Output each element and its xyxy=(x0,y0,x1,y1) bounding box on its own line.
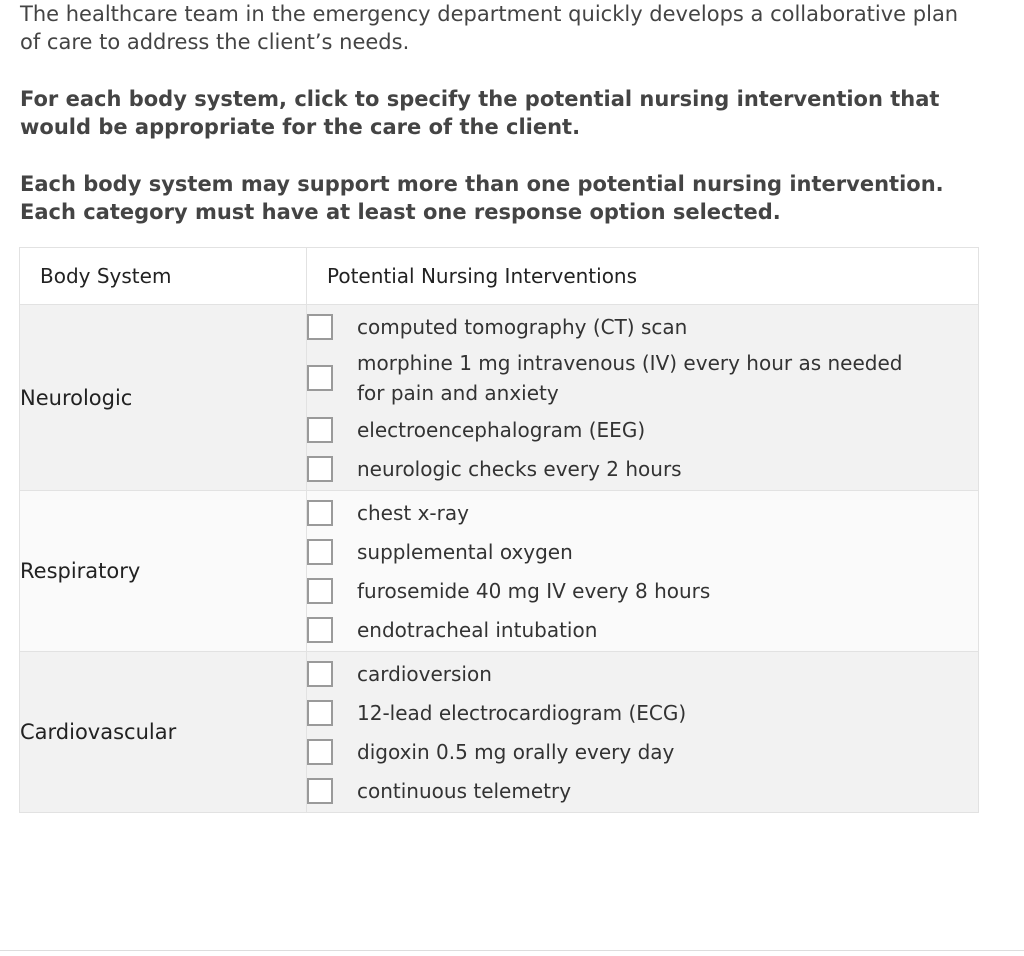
intervention-matrix xyxy=(19,247,979,813)
option-item[interactable] xyxy=(307,573,978,608)
option-item[interactable] xyxy=(307,734,978,769)
checkbox[interactable] xyxy=(307,700,333,726)
table-row-cardiovascular xyxy=(20,652,979,813)
option-label[interactable]: supplemental oxygen xyxy=(357,539,573,564)
option-item[interactable] xyxy=(307,773,978,808)
option-group xyxy=(307,305,979,491)
checkbox[interactable] xyxy=(307,365,333,391)
option-label[interactable]: furosemide 40 mg IV every 8 hours xyxy=(357,578,711,603)
table-row-neurologic xyxy=(20,305,979,491)
option-label[interactable]: chest x-ray xyxy=(357,500,469,525)
scenario-text: The healthcare team in the emergency department quickly develops a collaborative plan of care to address the client’s needs. xyxy=(20,2,959,54)
option-item[interactable] xyxy=(307,412,978,447)
checkbox[interactable] xyxy=(307,617,333,643)
option-label[interactable]: morphine 1 mg intravenous (IV) every hour as needed for pain and anxiety xyxy=(357,351,903,405)
instruction-text: For each body system, click to specify the potential nursing intervention that would be appropriate for the care of the client. xyxy=(20,87,940,139)
checkbox[interactable] xyxy=(307,739,333,765)
option-label[interactable]: cardioversion xyxy=(357,661,492,686)
option-item[interactable] xyxy=(307,656,978,691)
option-label[interactable]: computed tomography (CT) scan xyxy=(357,314,688,339)
checkbox[interactable] xyxy=(307,417,333,443)
checkbox[interactable] xyxy=(307,661,333,687)
option-item[interactable] xyxy=(307,348,978,408)
checkbox[interactable] xyxy=(307,778,333,804)
option-label[interactable]: 12-lead electrocardiogram (ECG) xyxy=(357,700,687,725)
body-system-label: Respiratory xyxy=(20,491,307,652)
body-system-label: Cardiovascular xyxy=(20,652,307,813)
checkbox[interactable] xyxy=(307,578,333,604)
checkbox[interactable] xyxy=(307,539,333,565)
table-row-respiratory xyxy=(20,491,979,652)
option-item[interactable] xyxy=(307,309,978,344)
column-header-body-system: Body System xyxy=(20,248,307,305)
divider xyxy=(0,950,1024,951)
option-item[interactable] xyxy=(307,534,978,569)
column-header-interventions: Potential Nursing Interventions xyxy=(307,248,979,305)
body-system-label: Neurologic xyxy=(20,305,307,491)
option-label[interactable]: continuous telemetry xyxy=(357,778,572,803)
option-group xyxy=(307,652,979,813)
option-label[interactable]: endotracheal intubation xyxy=(357,617,598,642)
checkbox[interactable] xyxy=(307,314,333,340)
option-group xyxy=(307,491,979,652)
option-item[interactable] xyxy=(307,495,978,530)
option-item[interactable] xyxy=(307,612,978,647)
option-label[interactable]: neurologic checks every 2 hours xyxy=(357,456,682,481)
option-item[interactable] xyxy=(307,695,978,730)
checkbox[interactable] xyxy=(307,456,333,482)
option-label[interactable]: electroencephalogram (EEG) xyxy=(357,417,646,442)
checkbox[interactable] xyxy=(307,500,333,526)
instruction-text: Each body system may support more than one potential nursing intervention. Each category must have at least one response option selected. xyxy=(20,172,944,224)
option-label[interactable]: digoxin 0.5 mg orally every day xyxy=(357,739,675,764)
option-item[interactable] xyxy=(307,451,978,486)
